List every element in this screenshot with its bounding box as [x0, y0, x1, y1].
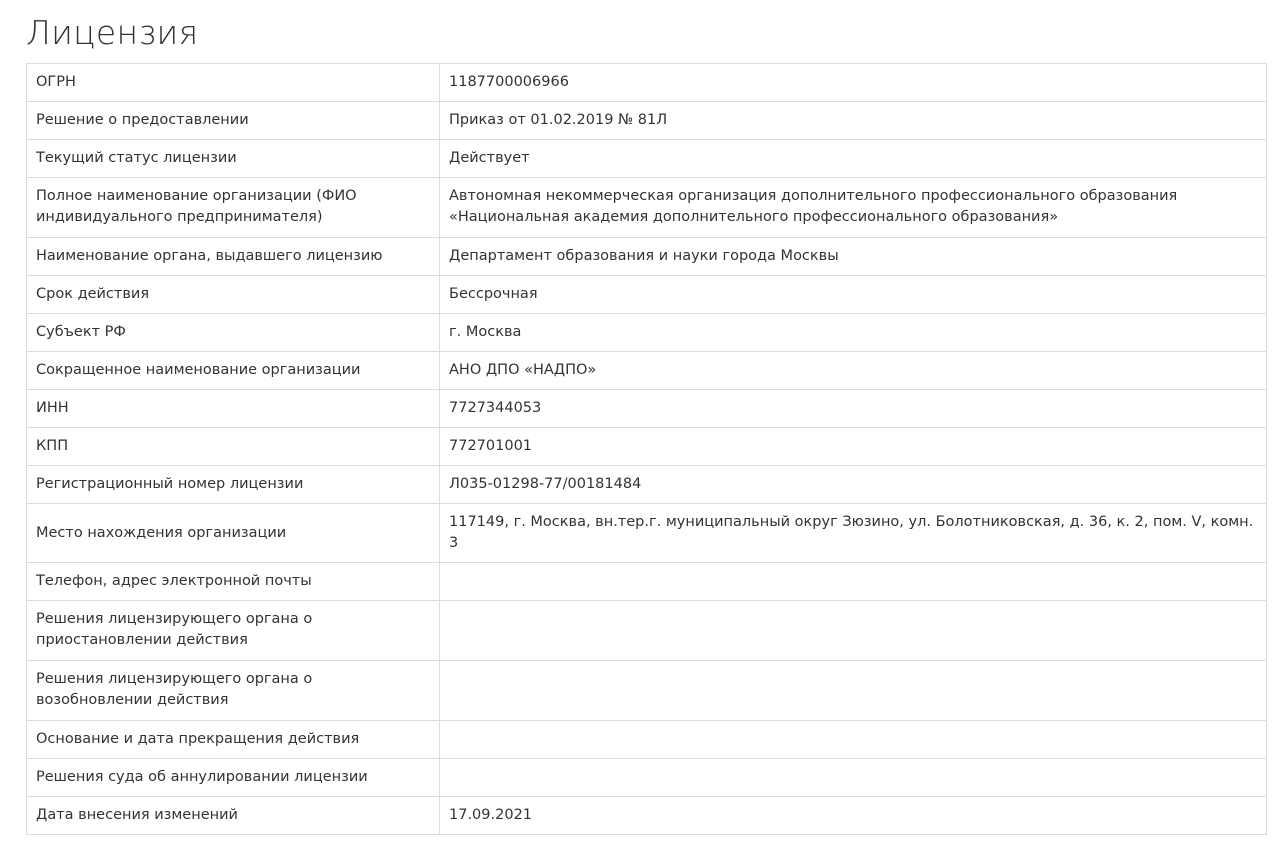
row-label-inn: ИНН — [27, 390, 440, 428]
license-table — [26, 63, 1267, 835]
page-title: Лицензия — [26, 13, 199, 52]
row-value-inn: 7727344053 — [440, 390, 1267, 428]
table-row-region — [27, 314, 1267, 352]
table-row-changes-date — [27, 797, 1267, 835]
row-label-contacts: Телефон, адрес электронной почты — [27, 563, 440, 601]
row-label-termination: Основание и дата прекращения действия — [27, 721, 440, 759]
row-value-changes-date: 17.09.2021 — [440, 797, 1267, 835]
row-value-reg-number: Л035-01298-77/00181484 — [440, 466, 1267, 504]
row-label-court-annulment: Решения суда об аннулировании лицензии — [27, 759, 440, 797]
row-label-suspension: Решения лицензирующего органа о приостановлении действия — [27, 601, 440, 661]
row-label-ogrn: ОГРН — [27, 64, 440, 102]
table-row-resumption — [27, 661, 1267, 721]
row-value-contacts — [440, 563, 1267, 601]
row-label-decision: Решение о предоставлении — [27, 102, 440, 140]
row-value-termination — [440, 721, 1267, 759]
table-row-termination — [27, 721, 1267, 759]
row-value-region: г. Москва — [440, 314, 1267, 352]
row-value-full-name: Автономная некоммерческая организация дополнительного профессионального образования «Национальная академия дополнительного профессионального образования» — [440, 178, 1267, 238]
table-row-status — [27, 140, 1267, 178]
table-row-location — [27, 504, 1267, 563]
row-label-kpp: КПП — [27, 428, 440, 466]
table-row-kpp — [27, 428, 1267, 466]
row-value-kpp: 772701001 — [440, 428, 1267, 466]
table-row-decision — [27, 102, 1267, 140]
row-label-reg-number: Регистрационный номер лицензии — [27, 466, 440, 504]
table-row-short-name — [27, 352, 1267, 390]
row-value-short-name: АНО ДПО «НАДПО» — [440, 352, 1267, 390]
row-value-location: 117149, г. Москва, вн.тер.г. муниципальный округ Зюзино, ул. Болотниковская, д. 36, к. 2, пом. V, комн. 3 — [440, 504, 1267, 563]
table-row-reg-number — [27, 466, 1267, 504]
row-label-issuing-authority: Наименование органа, выдавшего лицензию — [27, 238, 440, 276]
table-row-suspension — [27, 601, 1267, 661]
row-label-region: Субъект РФ — [27, 314, 440, 352]
table-row-ogrn — [27, 64, 1267, 102]
row-label-short-name: Сокращенное наименование организации — [27, 352, 440, 390]
row-value-validity: Бессрочная — [440, 276, 1267, 314]
table-row-contacts — [27, 563, 1267, 601]
table-row-court-annulment — [27, 759, 1267, 797]
row-value-suspension — [440, 601, 1267, 661]
row-value-court-annulment — [440, 759, 1267, 797]
row-value-ogrn: 1187700006966 — [440, 64, 1267, 102]
row-label-validity: Срок действия — [27, 276, 440, 314]
row-value-status: Действует — [440, 140, 1267, 178]
row-label-resumption: Решения лицензирующего органа о возобновлении действия — [27, 661, 440, 721]
row-value-resumption — [440, 661, 1267, 721]
table-row-validity — [27, 276, 1267, 314]
table-row-issuing-authority — [27, 238, 1267, 276]
table-row-inn — [27, 390, 1267, 428]
row-value-decision: Приказ от 01.02.2019 № 81Л — [440, 102, 1267, 140]
row-label-status: Текущий статус лицензии — [27, 140, 440, 178]
row-label-location: Место нахождения организации — [27, 504, 440, 563]
row-label-changes-date: Дата внесения изменений — [27, 797, 440, 835]
table-row-full-name — [27, 178, 1267, 238]
row-value-issuing-authority: Департамент образования и науки города Москвы — [440, 238, 1267, 276]
row-label-full-name: Полное наименование организации (ФИО индивидуального предпринимателя) — [27, 178, 440, 238]
